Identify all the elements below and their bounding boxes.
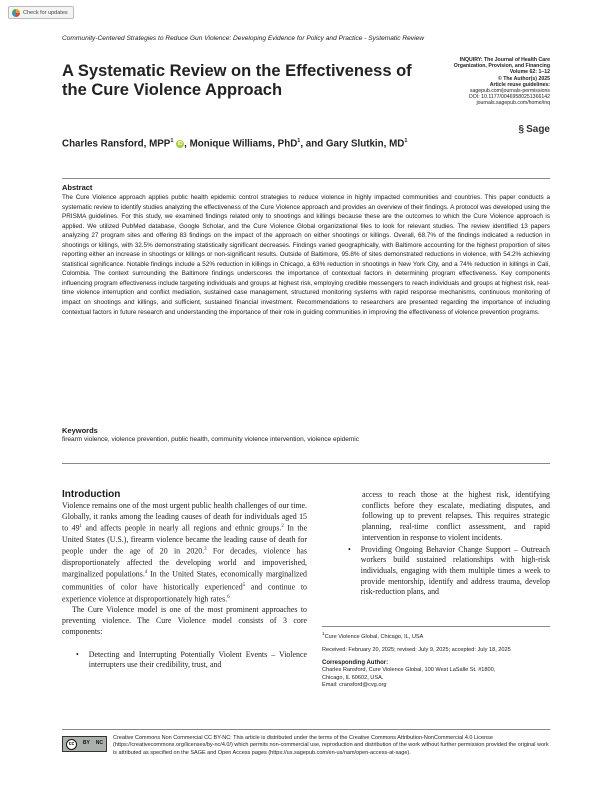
cc-license-badge[interactable] [62,736,107,752]
cc-nc-label: NC [95,740,104,747]
corresponding-author-heading: Corresponding Author: [322,660,389,667]
bullet-icon: • [348,544,351,554]
component-bullet-2-text: Providing Ongoing Behavior Change Support – Outreach workers build sustained relationships with high-risk individuals, engaging with them multiple times a week to provide mentorship, identify and address trauma, develop risk-reduction plans, and [360,544,550,597]
component-bullet-1-continued: access to reach those at the highest risk, identifying conflicts before they escalate, mediating disputes, and following up to prevent relapses. This requires strategic planning, real-time conflict assessment, and rapid intervention in response to violent incidents. [362,490,550,542]
sage-logo [519,124,550,135]
sage-logo-text: Sage [526,124,550,135]
intro-paragraph-2: The Cure Violence model is one of the most prominent approaches to preventing violence. The Cure Violence model consists of 3 core components: [62,605,307,636]
left-column [62,501,307,671]
received-dates: Received: February 20, 2025; revised: July 9, 2025; accepted: July 18, 2025 [322,647,511,654]
license-block [62,735,550,757]
corresponding-author-address-2: Chicago, IL 60602, USA. [322,674,384,681]
article-title: A Systematic Review on the Effectiveness of the Cure Violence Approach [62,62,412,99]
affiliation-line: $^1$Cure Violence Global, Chicago, IL, USA [322,631,424,640]
component-bullet-1-text: Detecting and Interrupting Potentially Violent Events – Violence interrupters use their credibility, trust, and [88,649,307,670]
keywords-bottom-divider [62,463,550,464]
affiliation-block [322,630,550,689]
author-ransford: Charles Ransford, MPP [62,138,171,150]
journal-doi[interactable]: DOI: 10.1177/00469580251366142 [469,94,550,101]
author-slutkin: , and Gary Slutkin, MD [300,138,405,150]
sage-s-icon: § [518,124,525,135]
license-divider [62,729,550,730]
author-ransford-affil: 1 [170,138,174,144]
author-williams: , Monique Williams, PhD [184,138,298,150]
cc-icon: cc [66,739,77,750]
journal-volume: Volume 62: 1–12 [509,69,550,76]
license-text: Creative Commons Non Commercial CC BY-NC: This article is distributed under the terms of the Creative Commons Attribution-NonCommercial 4.0 License (https://creativecommons.org/licenses/by-nc/4.0/) which permits non-commercial use, reproduction and distribution of the work without further permission provided the original work is attributed as specified on the SAGE and Open Access pages (https://us.sagepub.com/en-us/nam/open-access-at-sage). [113,735,549,756]
introduction-heading: Introduction [62,489,121,500]
journal-name-line2: Organization, Provision, and Financing [453,63,550,70]
cc-by-label: BY [82,740,90,747]
keywords-heading: Keywords [62,426,98,435]
running-head: Community-Centered Strategies to Reduce Gun Violence: Developing Evidence for Policy and Practice - Systematic Review [62,35,424,42]
journal-copyright: © The Author(s) 2025 [497,75,550,82]
abstract-heading: Abstract [62,183,93,192]
check-for-updates-icon [12,9,20,17]
component-bullet-1 [62,650,307,671]
corresponding-author-email[interactable]: Email: cransford@cvg.org [322,681,387,688]
author-list [62,138,407,149]
bullet-icon: • [76,649,79,659]
right-column [348,490,550,598]
journal-reuse-heading: Article reuse guidelines: [489,81,550,88]
check-for-updates-button[interactable] [8,6,74,19]
affiliation-divider [322,626,550,627]
corresponding-author-address-1: Charles Ransford, Cure Violence Global, 100 West LaSalle St. #1800, [322,667,496,674]
abstract-top-divider [62,178,550,179]
orcid-icon[interactable]: iD [177,141,183,148]
author-williams-affil: 1 [297,138,301,144]
journal-name-line1: INQUIRY: The Journal of Health Care [459,57,550,63]
abstract-text: The Cure Violence approach applies public health epidemic control strategies to reduce violence in highly impacted communities and countries. This paper conducts a systematic review to identify studies analyzing the effectiveness of the Cure Violence approach and provides an overview of their findings. A protocol was developed using the PRISMA guidelines. For this study, we examined findings related only to shootings and killings because these are the outcomes to which the Cure Violence approach is applied. We utilized PubMed database, Google Scholar, and the Cure Violence Global organizational files to look for relevant studies. The review identified 13 papers analyzing 27 program sites and offering 83 findings on the impact of the approach on either shootings or killings. Overall, 68.7% of the findings indicated a reduction in shootings or killings, with 32.5% demonstrating statistically significant decreases. Findings varied geographically, with Baltimore accounting for the highest proportion of sites reporting either an increase in shootings or killings or non-significant results. Outside of Baltimore, 95.8% of sites demonstrated reductions in violence, with 54.2% achieving statistical significance. Notable findings include a 52% reduction in killings in Chicago, a 63% reduction in shootings in New York City, and a 74% reduction in killings in Cali, Colombia. The context surrounding the Baltimore findings underscores the importance of contextual factors in determining program effectiveness. Key components influencing program effectiveness include targeting individuals and groups at highest risk, employing credible messengers to reach individuals and groups at highest risk, real-time violence interruption and conflict mediation, sustained case management, structured monitoring systems with rapid response mechanisms, continuous monitoring of impact on shootings and killings, and sufficient, sustained financial investment. Recommendations to researchers are presented regarding the importance of including contextual factors in future research and understanding the importance of their role in guiding communities in improving the effectiveness of violence prevention programs. [62,194,550,316]
component-bullet-2 [348,545,550,599]
journal-info [400,57,550,107]
keywords-text: firearm violence, violence prevention, public health, community violence intervention, violence epidemic [62,436,359,443]
check-for-updates-label: Check for updates [23,9,68,16]
author-slutkin-affil: 1 [404,138,408,144]
intro-paragraph-1: Violence remains one of the most urgent public health challenges of our time. Globally, it ranks among the leading causes of death for individuals aged 15 to $49^1$ and affects people in nearly all regions and ethnic groups.$^2$ In the United States (U.S.), firearm violence became the leading cause of death for people under the age of 20 in 2020.$^3$ For decades, violence has disproportionately affected the developing world and impoverished, marginalized populations.$^4$ In the United States, economically marginalized communities of color have historically experienced$^5$ and continue to experience violence at disproportionately high rates.$^6$ [62,501,308,604]
journal-home-link[interactable]: journals.sagepub.com/home/inq [476,100,550,107]
journal-permissions-link[interactable]: sagepub.com/journals-permissions [469,88,550,95]
